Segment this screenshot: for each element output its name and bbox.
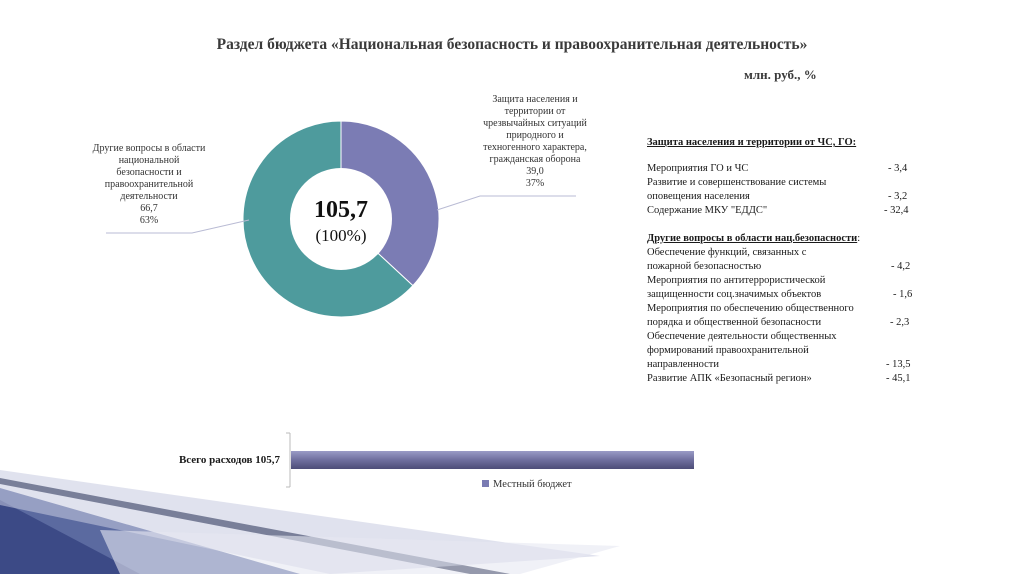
slice-label-line: Другие вопросы в области (92, 143, 206, 154)
detail-item-text: Обеспечение деятельности общественных (647, 331, 837, 342)
legend-label: Местный бюджет (493, 479, 572, 490)
detail-item-value: - 3,2 (888, 191, 908, 202)
chart-title: Раздел бюджета «Национальная безопасность и правоохранительная деятельность» (216, 36, 808, 53)
detail-item-text: Мероприятия ГО и ЧС (647, 163, 749, 174)
slice-value: 66,7 (140, 203, 158, 214)
slice-label-line: национальной (118, 155, 180, 166)
slice-label-line: деятельности (120, 191, 178, 202)
section-heading-protection: Защита населения и территории от ЧС, ГО: (647, 137, 857, 148)
detail-item-value: - 45,1 (886, 373, 911, 384)
detail-item-value: - 4,2 (891, 261, 911, 272)
slice-label-line: Защита населения и (492, 94, 578, 105)
slice-label-line: правоохранительной (104, 179, 194, 190)
slice-label-line: чрезвычайных ситуаций (483, 118, 587, 129)
detail-item-text: защищенности соц.значимых объектов (647, 289, 822, 300)
detail-item-text: оповещения населения (647, 191, 750, 202)
slice-percent: 37% (525, 178, 545, 189)
slice-percent: 63% (139, 215, 159, 226)
detail-item-text: Мероприятия по антитеррористической (647, 275, 826, 286)
slice-label-line: безопасности и (116, 167, 182, 178)
slice-label-line: техногенного характера, (483, 142, 587, 153)
detail-item-text: Развитие АПК «Безопасный регион» (647, 373, 812, 384)
units-label: млн. руб., % (744, 67, 817, 82)
donut-center-percent: (100%) (315, 226, 367, 245)
slice-label-line: гражданская оборона (489, 154, 581, 165)
detail-item-value: - 3,4 (888, 163, 908, 174)
detail-item-value: - 13,5 (886, 359, 911, 370)
slice-label-line: природного и (506, 130, 564, 141)
detail-item-text: порядка и общественной безопасности (647, 317, 822, 328)
detail-item-value: - 1,6 (893, 289, 913, 300)
detail-item-value: - 2,3 (890, 317, 910, 328)
slice-label-line: территории от (504, 106, 566, 117)
detail-item-value: - 32,4 (884, 205, 909, 216)
detail-item-text: Содержание МКУ "ЕДДС" (647, 205, 768, 216)
detail-item-text: направленности (647, 359, 720, 370)
slice-value: 39,0 (526, 166, 544, 177)
section-heading-other: Другие вопросы в области нац.безопасности: (647, 233, 861, 244)
detail-item-text: Развитие и совершенствование системы (647, 177, 827, 188)
bar-legend (482, 479, 572, 490)
legend-swatch (482, 480, 489, 487)
detail-item-text: формирований правоохранительной (647, 345, 809, 356)
detail-item-text: Мероприятия по обеспечению общественного (647, 303, 854, 314)
donut-center-value: 105,7 (314, 197, 368, 223)
bar-mark-total (291, 451, 694, 469)
detail-item-text: Обеспечение функций, связанных с (647, 247, 807, 258)
bar-marks (291, 451, 694, 469)
bar-category-label: Всего расходов 105,7 (178, 454, 280, 466)
detail-item-text: пожарной безопасностью (647, 261, 762, 272)
